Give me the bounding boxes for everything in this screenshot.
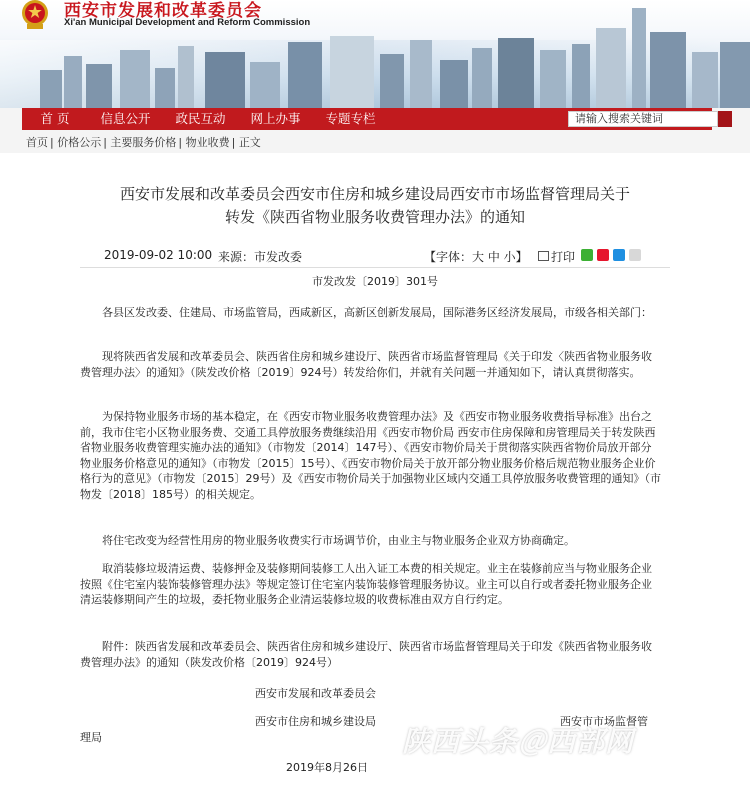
watermark: 陕西头条＠西部网	[402, 725, 635, 758]
breadcrumb-property-fee[interactable]: 物业收费	[185, 136, 230, 149]
national-emblem-icon	[18, 0, 52, 30]
nav-online-services[interactable]: 网上办事	[250, 111, 301, 126]
article-container	[0, 153, 750, 788]
publish-date: 2019-09-02 10:00	[104, 248, 213, 262]
article-title-line-2: 转发《陕西省物业服务收费管理办法》的通知	[224, 208, 525, 226]
weibo-share-icon[interactable]	[597, 249, 609, 261]
font-size-selector[interactable]: 【字体：大 中 小】	[424, 250, 528, 264]
document-number: 市发改发〔2019〕301号	[312, 275, 438, 288]
main-nav	[22, 108, 712, 130]
paragraph-addressees	[80, 305, 662, 321]
print-label: 打印	[551, 250, 576, 264]
paragraph-forward	[80, 349, 662, 380]
meta-divider	[80, 267, 670, 268]
breadcrumb-current: 正文	[238, 136, 261, 149]
search-input[interactable]: 请输入搜索关键词	[568, 111, 718, 127]
breadcrumb-service-price[interactable]: 主要服务价格	[110, 136, 177, 149]
search-button[interactable]	[718, 111, 732, 127]
paragraph-attachment	[80, 639, 662, 670]
paragraph: 附件：陕西省发展和改革委员会、陕西省住房和城乡建设厅、陕西省市场监督管理局关于印发《陕西省物业服务收费管理办法》的通知（陕发改价格〔2019〕924号）	[80, 640, 652, 669]
article-source: 来源：市发改委	[218, 250, 303, 264]
signature-market-bureau-cont: 理局	[80, 731, 102, 744]
paragraph: 取消装修垃圾清运费、装修押金及装修期间装修工人出入证工本费的相关规定。业主在装修前应当与物业服务企业按照《住宅室内装饰装修管理办法》等规定签订住宅室内装饰装修管理服务协议。业主可以自行或者委托物业服务企业清运装修期间产生的垃圾，委托物业服务企业清运装修垃圾的收费标准由双方自行约定。	[80, 562, 652, 606]
signature-commission: 西安市发展和改革委员会	[255, 687, 376, 700]
more-share-icon[interactable]	[629, 249, 641, 261]
nav-interaction[interactable]: 政民互动	[175, 111, 226, 126]
paragraph: 将住宅改变为经营性用房的物业服务收费实行市场调节价，由业主与物业服务企业双方协商确定。	[102, 534, 575, 547]
breadcrumb: 首页 | 价格公示 | 主要服务价格 | 物业收费 | 正文	[26, 136, 261, 149]
site-title: 西安市发展和改革委员会	[64, 1, 262, 21]
wechat-share-icon[interactable]	[581, 249, 593, 261]
paragraph-standards	[80, 409, 662, 502]
article-meta	[0, 245, 750, 265]
paragraph: 各县区发改委、住建局、市场监管局，西咸新区，高新区创新发展局，国际港务区经济发展局，市级各相关部门：	[102, 306, 652, 319]
header-banner	[0, 0, 750, 108]
signature-date: 2019年8月26日	[286, 761, 368, 774]
nav-home[interactable]: 首 页	[40, 111, 70, 126]
breadcrumb-home[interactable]: 首页	[26, 136, 48, 149]
print-button[interactable]	[538, 248, 575, 265]
signature-housing-bureau: 西安市住房和城乡建设局	[255, 715, 376, 728]
paragraph-commercial	[80, 533, 662, 549]
signature-market-bureau: 西安市市场监督管	[560, 715, 648, 728]
article-title-line-1: 西安市发展和改革委员会西安市住房和城乡建设局西安市市场监督管理局关于	[119, 185, 630, 203]
article-title	[40, 183, 710, 229]
paragraph-decoration	[80, 561, 662, 608]
qq-share-icon[interactable]	[613, 249, 625, 261]
nav-info-disclosure[interactable]: 信息公开	[100, 111, 151, 126]
site-subtitle: Xi'an Municipal Development and Reform Commission	[64, 17, 311, 28]
paragraph: 现将陕西省发展和改革委员会、陕西省住房和城乡建设厅、陕西省市场监督管理局《关于印发〈陕西省物业服务收费管理办法〉的通知》（陕发改价格〔2019〕924号）转发给你们，并就有关问题一并通知如下，请认真贯彻落实。	[80, 350, 652, 379]
print-icon	[538, 251, 549, 261]
breadcrumb-price[interactable]: 价格公示	[57, 136, 102, 149]
nav-special-topics[interactable]: 专题专栏	[325, 111, 376, 126]
paragraph: 为保持物业服务市场的基本稳定，在《西安市物业服务收费管理办法》及《西安市物业服务收费指导标准》出台之前，我市住宅小区物业服务费、交通工具停放服务费继续沿用《西安市物价局 西安市住房保障和房管理局关于转发陕西省物业服务收费管理实施办法的通知》（市物发〔2014〕147号）、《西安市物价局关于贯彻落实陕西省物价局放开部分物业服务价格意见的通知》（市物发〔2015〕15号）、《西安市物价局关于放开部分物业服务价格后规范物业服务企业价格行为的意见》（市物发〔2015〕29号）及《西安市物价局关于加强物业区域内交通工具停放服务收费管理的通知》（市物发〔2018〕185号）的相关规定。	[80, 410, 661, 501]
